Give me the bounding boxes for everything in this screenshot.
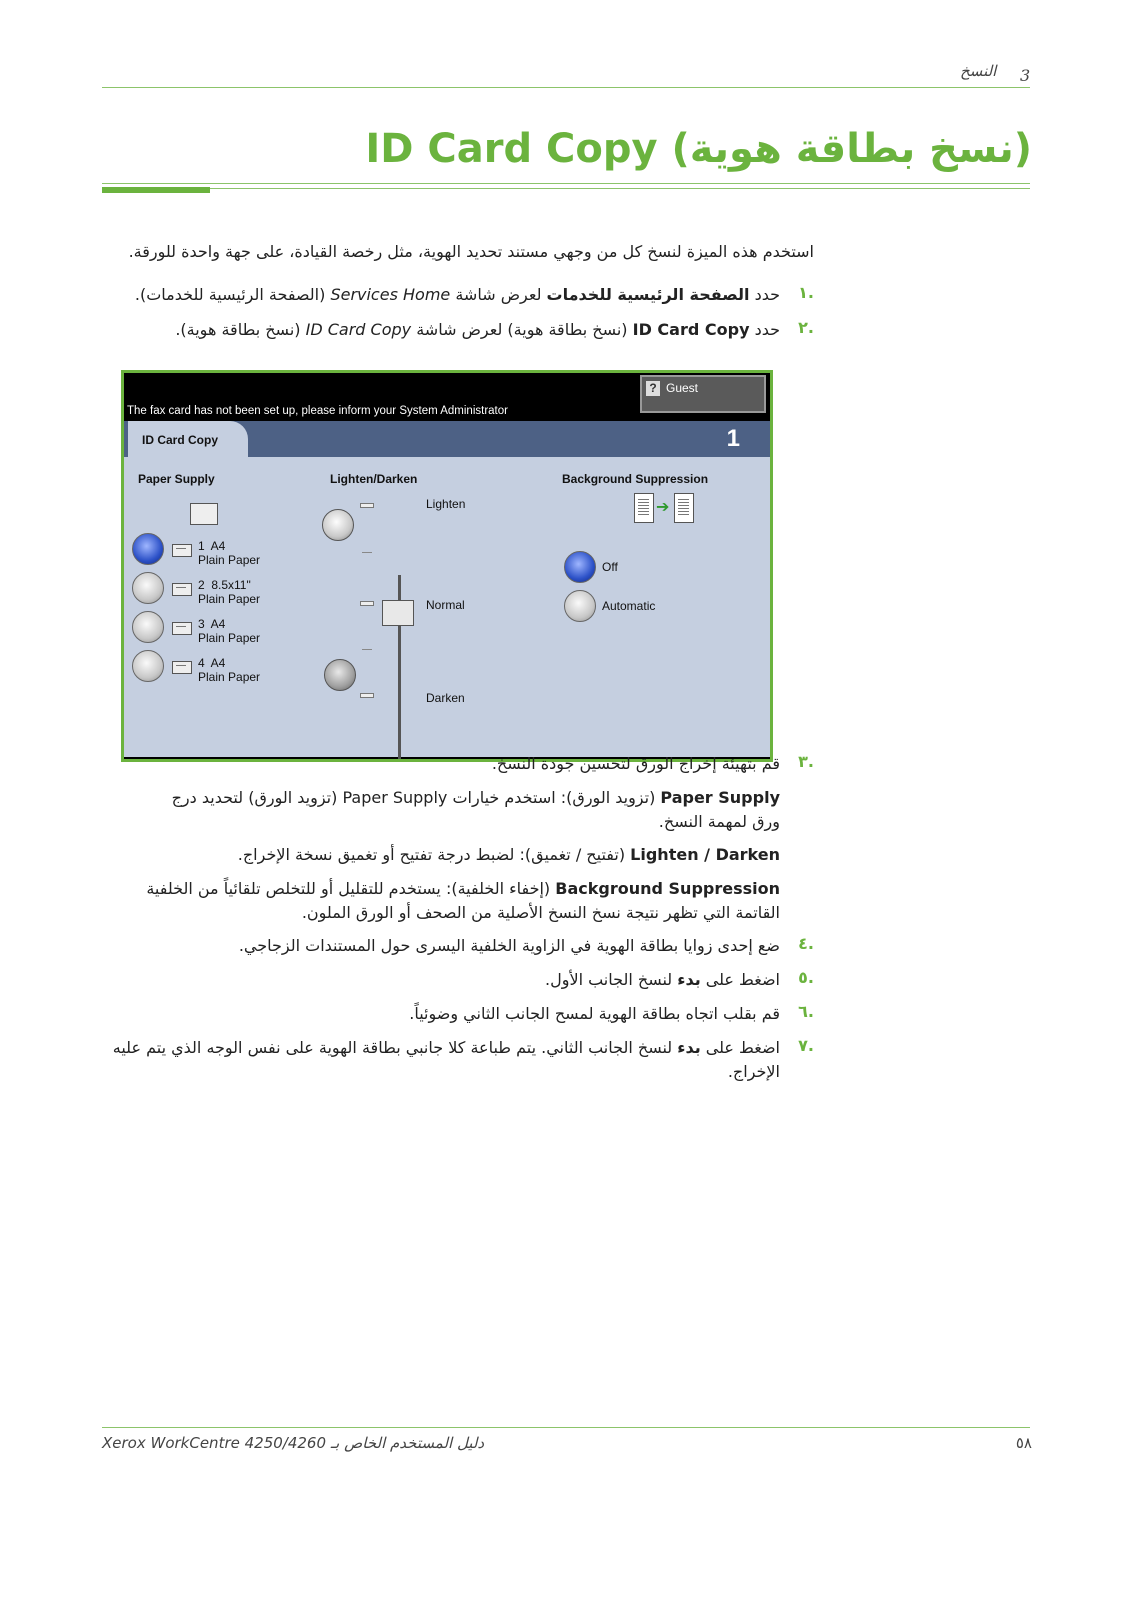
tray-2-radio[interactable]: [132, 572, 164, 604]
background-suppression-heading: Background Suppression: [562, 472, 709, 486]
slider-tick: [360, 601, 374, 606]
tray-icon: [172, 622, 192, 635]
chapter-title: النسخ: [960, 62, 997, 80]
tray-4-label: 4 A4 Plain Paper: [198, 656, 261, 684]
intro-paragraph: استخدم هذه الميزة لنسخ كل من وجهي مستند تحديد الهوية، مثل رخصة القيادة، على جهة واحدة للورقة.: [128, 242, 814, 261]
document-icon: [674, 493, 694, 523]
tab-id-card-copy[interactable]: [128, 421, 248, 457]
normal-label: Normal: [426, 598, 465, 612]
step-5-text: اضغط على بدء لنسخ الجانب الأول.: [545, 970, 780, 989]
slider-tick: [362, 649, 372, 650]
slider-tick: [360, 503, 374, 508]
step-6-text: قم بقلب اتجاه بطاقة الهوية لمسح الجانب الثاني وضوئياً.: [409, 1004, 780, 1023]
footer-rule: [102, 1427, 1030, 1428]
title-rule-lower: [210, 188, 1030, 189]
step-1-text: حدد الصفحة الرئيسية للخدمات لعرض شاشة Services Home (الصفحة الرئيسية للخدمات).: [134, 285, 780, 304]
tray-3-radio[interactable]: [132, 611, 164, 643]
slider-tick: [360, 693, 374, 698]
options-panel: [124, 457, 770, 757]
paper-supply-heading: Paper Supply: [138, 472, 215, 486]
option-lighten-darken: Lighten / Darken (تفتيح / تغميق): لضبط درجة تفتيح أو تغميق نسخة الإخراج.: [237, 845, 780, 864]
copy-count: 1: [726, 425, 740, 452]
step-2-number: .٢: [798, 318, 814, 337]
document-icon: [634, 493, 654, 523]
help-icon: ?: [646, 381, 660, 396]
arrow-right-icon: ➔: [656, 497, 670, 516]
lighten-darken-slider-handle[interactable]: [382, 600, 414, 626]
tray-1-label: 1 A4 Plain Paper: [198, 539, 261, 567]
darken-label: Darken: [426, 691, 465, 705]
step-4-number: .٤: [798, 934, 814, 953]
title-rule-accent: [102, 187, 210, 193]
title-rule: [102, 183, 1030, 184]
tab-label: ID Card Copy: [142, 433, 219, 447]
step-6-number: .٦: [798, 1002, 814, 1021]
id-card-copy-screen: [121, 370, 773, 762]
background-automatic-radio[interactable]: [564, 590, 596, 622]
step-4-text: ضع إحدى زوايا بطاقة الهوية في الزاوية الخلفية اليسرى حول المستندات الزجاجي.: [238, 936, 780, 955]
footer-guide-title: دليل المستخدم الخاص بـ Xerox WorkCentre 4250/4260: [102, 1434, 485, 1452]
lighten-button[interactable]: [322, 509, 354, 541]
tray-3-label: 3 A4 Plain Paper: [198, 617, 261, 645]
tray-icon: [172, 583, 192, 596]
guest-label: Guest: [666, 381, 699, 395]
background-automatic-label: Automatic: [602, 599, 656, 613]
tray-1-radio[interactable]: [132, 533, 164, 565]
step-7-text: اضغط على بدء لنسخ الجانب الثاني. يتم طباعة كلا جانبي بطاقة الهوية على نفس الوجه الذي يتم عليه الإخراج.: [112, 1038, 780, 1081]
lighten-label: Lighten: [426, 497, 466, 511]
paper-icon: [190, 503, 218, 525]
darken-button[interactable]: [324, 659, 356, 691]
step-3-number: .٣: [798, 752, 814, 771]
page-title: ID Card Copy (نسخ بطاقة هوية): [365, 126, 1032, 172]
chapter-number: 3: [1020, 66, 1031, 85]
tray-icon: [172, 544, 192, 557]
step-1-number: .١: [798, 283, 814, 302]
background-off-radio[interactable]: [564, 551, 596, 583]
tray-2-label: 2 8.5x11" Plain Paper: [198, 578, 261, 606]
tray-icon: [172, 661, 192, 674]
page-number: ٥٨: [1015, 1434, 1032, 1452]
fax-message: The fax card has not been set up, please inform your System Administrator: [127, 405, 508, 417]
lighten-darken-heading: Lighten/Darken: [330, 472, 418, 486]
header-rule: [102, 87, 1030, 88]
step-3-text: قم بتهيئة إخراج الورق لتحسين جودة النسخ.: [491, 754, 780, 773]
tray-4-radio[interactable]: [132, 650, 164, 682]
tab-bar: [124, 421, 770, 457]
step-5-number: .٥: [798, 968, 814, 987]
step-2-text: حدد ID Card Copy (نسخ بطاقة هوية) لعرض شاشة ID Card Copy (نسخ بطاقة هوية).: [175, 320, 780, 339]
option-background-suppression: Background Suppression (إخفاء الخلفية): يستخدم للتقليل أو للتخلص تلقائياً من الخلفية القاتمة التي تظهر نتيجة نسخ النسخ الأصلية من الصحف أو الورق الملون.: [146, 879, 780, 922]
slider-tick: [362, 552, 372, 553]
option-paper-supply: Paper Supply (تزويد الورق): استخدم خيارات Paper Supply (تزويد الورق) لتحديد درج ورق لمهمة النسخ.: [171, 788, 780, 831]
step-7-number: .٧: [798, 1036, 814, 1055]
background-off-label: Off: [602, 560, 618, 574]
guest-button[interactable]: [640, 375, 766, 413]
